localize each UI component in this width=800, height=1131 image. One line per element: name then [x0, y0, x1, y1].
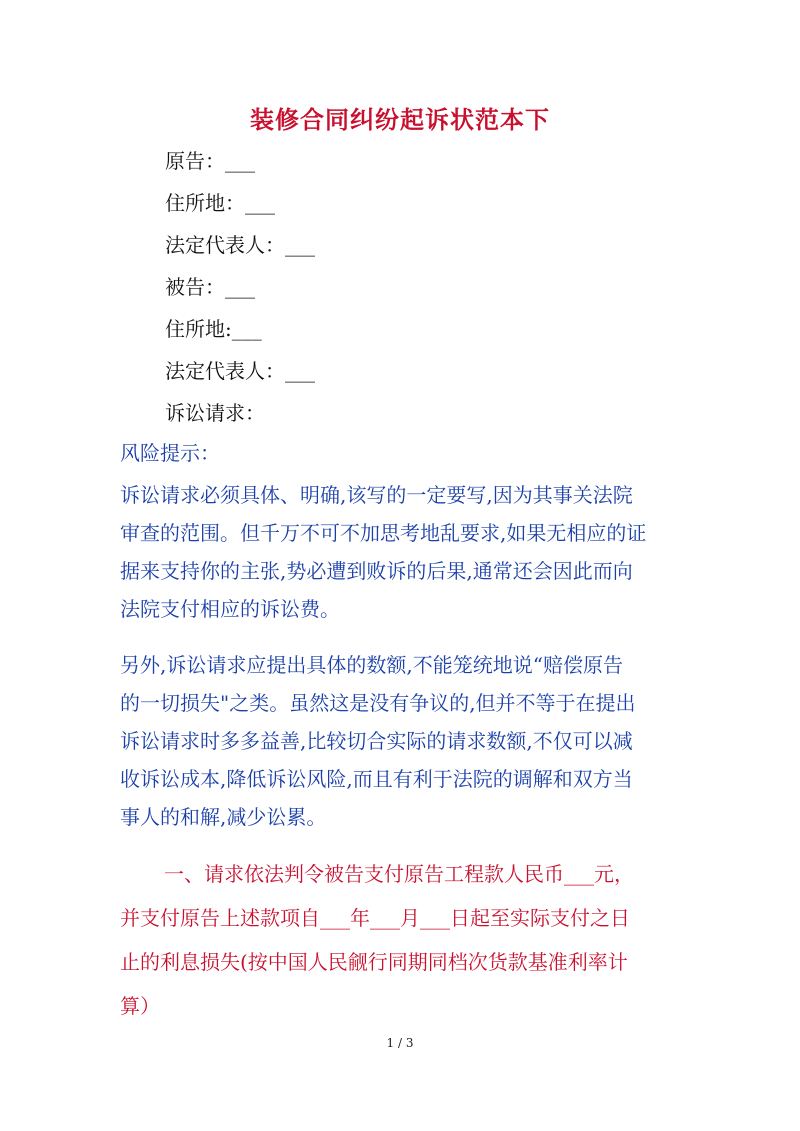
risk-paragraph-2 — [120, 646, 680, 836]
document-title: 装修合同纠纷起诉状范本下 — [250, 105, 550, 134]
claim-1-line: 一、请求依法判令被告支付原告工程款人民币___元， — [164, 862, 634, 886]
plaintiff-line: 原告：___ — [165, 149, 255, 173]
claim-1-line: 并支付原告上述款项自___年___月___日起至实际支付之日 — [120, 906, 630, 930]
risk-p2-line: 的一切损失"之类。虽然这是没有争议的,但并不等于在提出 — [120, 691, 636, 715]
defendant-representative-line: 法定代表人：___ — [165, 359, 315, 383]
plaintiff-address-line: 住所地：___ — [165, 191, 275, 215]
risk-p2-line: 诉讼请求时多多益善,比较切合实际的请求数额,不仅可以减 — [120, 729, 633, 753]
page-number: 1 / 3 — [386, 1036, 414, 1050]
risk-p1-line: 审查的范围。但千万不可不加思考地乱要求,如果无相应的证 — [120, 521, 647, 545]
risk-p1-line: 据来支持你的主张,势必遭到败诉的后果,通常还会因此而向 — [120, 559, 633, 583]
risk-p1-line: 诉讼请求必须具体、明确,该写的一定要写,因为其事关法院 — [120, 483, 633, 507]
claim-1-line: 止的利息损失(按中国人民觎行同期同档次货款基准利率计 — [120, 950, 628, 974]
risk-p2-line: 事人的和解,减少讼累。 — [120, 805, 327, 829]
risk-p2-line: 另外,诉讼请求应提出具体的数额,不能笼统地说“赔偿原告 — [120, 653, 623, 677]
defendant-address-line: 住所地:___ — [165, 317, 262, 341]
claims-heading: 诉讼请求： — [165, 401, 265, 425]
plaintiff-representative-line: 法定代表人：___ — [165, 233, 315, 257]
risk-p2-line: 收诉讼成本,降低诉讼风险,而且有利于法院的调解和双方当 — [120, 767, 633, 791]
claim-1 — [120, 852, 680, 1028]
claim-1-line: 算） — [120, 994, 160, 1018]
defendant-line: 被告：___ — [165, 275, 255, 299]
risk-paragraph-1 — [120, 476, 680, 628]
risk-p1-line: 法院支付相应的诉讼费。 — [120, 597, 340, 621]
risk-heading: 风险提示： — [120, 441, 220, 465]
